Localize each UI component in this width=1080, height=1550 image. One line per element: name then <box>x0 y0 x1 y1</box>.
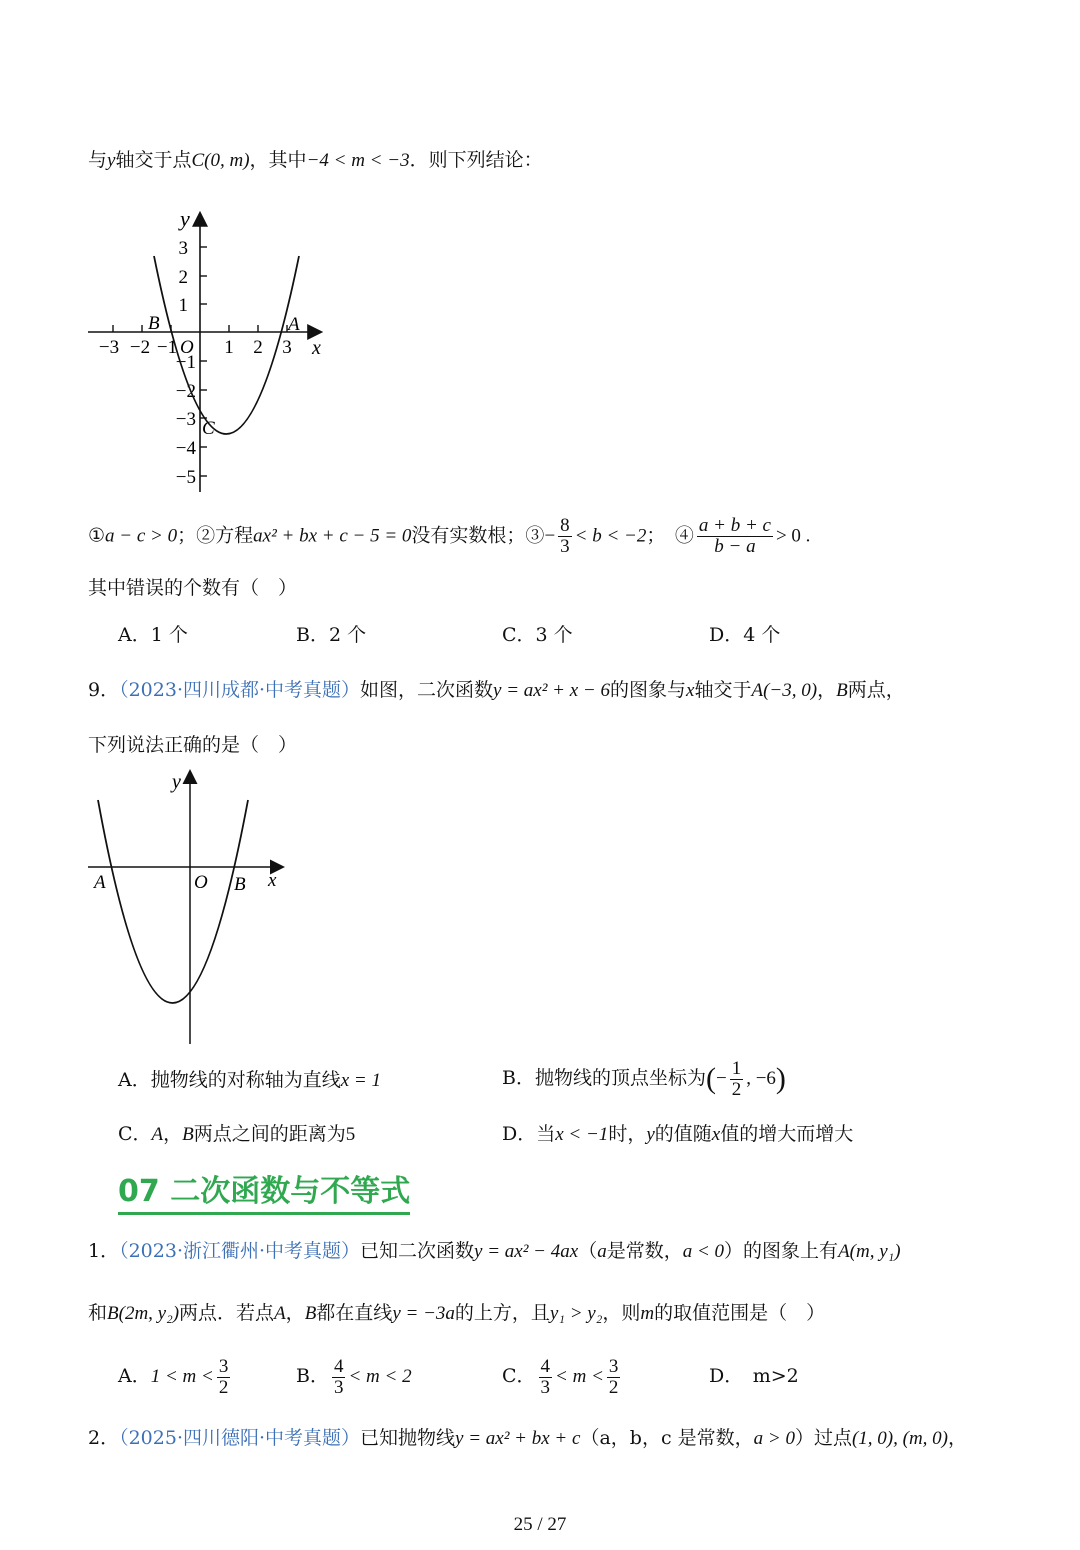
text: （a，b，c 是常数， <box>580 1427 754 1449</box>
math-point: B(2m, y₂) <box>107 1303 180 1324</box>
text: 的取值范围是（ ） <box>654 1302 826 1324</box>
fraction-den: 2 <box>731 1078 742 1100</box>
c4-rest: > 0 . <box>775 525 811 547</box>
fraction-den: 2 <box>608 1376 619 1398</box>
fraction <box>607 1357 621 1398</box>
math: < m < <box>555 1366 604 1387</box>
s7q1-line2 <box>88 1299 825 1328</box>
x-tick: 3 <box>282 337 292 358</box>
text: 没有实数根；③ <box>411 524 545 547</box>
text: ，其中 <box>249 149 307 171</box>
text: ）过点 <box>794 1427 852 1449</box>
fraction-num: a + b + c <box>698 515 771 536</box>
math-B: B <box>304 1303 317 1324</box>
math-B: B <box>182 1124 194 1145</box>
q-number: 1． <box>88 1240 120 1262</box>
q9-line1 <box>88 676 905 705</box>
text: C． <box>118 1123 152 1145</box>
q9-func: y = ax² + x − 6 <box>493 680 611 701</box>
x-tick: 1 <box>224 337 234 358</box>
q8-option-c[interactable]: C．3 个 <box>502 624 573 646</box>
math: a > 0 <box>753 1428 795 1449</box>
page-number: 25 / 27 <box>513 1514 567 1535</box>
c3-minus: − <box>544 525 556 547</box>
text: 时， <box>608 1123 647 1145</box>
label: A． <box>118 1365 151 1387</box>
text: 如图，二次函数 <box>360 679 494 701</box>
text: 值的增大而增大 <box>720 1123 854 1145</box>
math-C: C <box>191 150 205 171</box>
math: 5 <box>345 1124 356 1145</box>
text: ， <box>163 1123 183 1145</box>
q9-option-d[interactable] <box>502 1120 853 1149</box>
s7q1-option-d[interactable]: D． m>2 <box>709 1365 799 1387</box>
text: 两点．若点 <box>179 1302 275 1324</box>
origin-label: O <box>194 872 208 893</box>
s7q1-line1 <box>88 1237 901 1266</box>
label: B． <box>296 1365 329 1387</box>
q9-option-b[interactable] <box>502 1054 786 1103</box>
y-tick: 2 <box>178 267 188 288</box>
math-y: y <box>646 1124 655 1145</box>
fraction <box>730 1059 744 1100</box>
s7q1-option-b[interactable] <box>296 1352 412 1401</box>
math: y = ax² + bx + c <box>455 1428 581 1449</box>
text: （ <box>578 1240 598 1262</box>
q9-pointA: A(−3, 0) <box>751 680 818 701</box>
point-B-label: B <box>148 313 160 334</box>
s7q1-option-c[interactable] <box>502 1352 623 1401</box>
q9-option-c[interactable] <box>118 1120 355 1149</box>
math: < m < 2 <box>348 1366 412 1387</box>
math-x: x <box>686 680 695 701</box>
fraction-den: b − a <box>714 535 756 557</box>
text: ）的图象上有 <box>724 1240 839 1262</box>
math: , −6 <box>746 1068 776 1089</box>
q8-option-d[interactable]: D．4 个 <box>709 624 781 646</box>
math: x = 1 <box>340 1070 381 1091</box>
origin-label: O <box>180 337 194 358</box>
fraction-num: 4 <box>540 1355 551 1377</box>
paren-left: ( <box>705 1062 716 1095</box>
math: 1 < m < <box>150 1366 214 1387</box>
s7q1-option-a[interactable] <box>118 1352 233 1401</box>
point-B-label: B <box>234 874 246 895</box>
x-tick: 2 <box>253 337 263 358</box>
y-tick: −2 <box>175 381 196 402</box>
section-heading: 07 二次函数与不等式 <box>118 1166 410 1215</box>
fraction-num: 3 <box>218 1355 229 1377</box>
math-A: A <box>151 1124 164 1145</box>
q8-option-a[interactable]: A．1 个 <box>118 624 188 646</box>
text: 都在直线 <box>316 1302 393 1324</box>
point-C-label: C <box>202 418 215 439</box>
math: y₁ > y₂ <box>549 1303 603 1324</box>
intro-line <box>88 146 543 175</box>
y-tick: 3 <box>178 238 188 259</box>
x-tick: −2 <box>129 337 151 358</box>
c1-mark: ① <box>88 524 106 547</box>
conclusions-line <box>88 516 810 557</box>
c2-expr: ax² + bx + c − 5 = 0 <box>253 525 412 547</box>
x-axis-label: x <box>312 337 321 359</box>
parabola-graph-1 <box>84 200 344 500</box>
math-m: m <box>640 1303 655 1324</box>
c3-fraction <box>558 516 572 557</box>
fraction-den: 3 <box>560 535 570 557</box>
math-points: (1, 0), (m, 0) <box>851 1428 948 1449</box>
text: D．当 <box>502 1123 556 1145</box>
text: 是常数， <box>606 1240 683 1262</box>
text: ， <box>948 1427 968 1449</box>
x-tick: −1 <box>156 337 178 358</box>
minus: − <box>715 1068 727 1089</box>
text: 和 <box>88 1302 108 1324</box>
math-y: y <box>107 150 116 171</box>
math-A: A <box>274 1303 286 1324</box>
text: 轴交于 <box>694 679 752 701</box>
q-source: （2025·四川德阳·中考真题） <box>119 1427 361 1449</box>
fraction-num: 8 <box>560 515 570 536</box>
y-tick: −3 <box>175 409 196 430</box>
math: x < −1 <box>555 1124 609 1145</box>
math: y = ax² − 4ax <box>474 1241 579 1262</box>
text: 的图象与 <box>610 679 687 701</box>
text: ；②方程 <box>177 524 254 547</box>
fraction-num: 1 <box>731 1057 742 1079</box>
text: 两点， <box>847 679 905 701</box>
label: C． <box>502 1365 536 1387</box>
y-tick: −4 <box>175 438 196 459</box>
paren-right: ) <box>775 1062 786 1095</box>
math-B: B <box>836 680 848 701</box>
x-axis-label: x <box>268 870 277 891</box>
parabola-curve <box>98 800 248 1003</box>
y-tick: −1 <box>175 352 196 373</box>
parabola-graph-2 <box>84 766 294 1050</box>
math-x: x <box>711 1124 721 1145</box>
math-a: a <box>597 1241 607 1262</box>
fraction-num: 4 <box>333 1355 344 1377</box>
q8-option-b[interactable]: B．2 个 <box>296 624 367 646</box>
q9-line2: 下列说法正确的是（ ） <box>88 734 298 756</box>
text: B．抛物线的顶点坐标为 <box>502 1067 706 1089</box>
text: ，则 <box>602 1302 641 1324</box>
y-tick: 1 <box>178 295 188 316</box>
y-axis-label: y <box>172 771 181 793</box>
x-tick: −3 <box>98 337 120 358</box>
fraction-num: 3 <box>608 1355 619 1377</box>
text: 与 <box>88 149 108 171</box>
text: 两点之间的距离为 <box>193 1123 346 1145</box>
fraction-den: 3 <box>540 1376 551 1398</box>
point-A-label: A <box>94 872 106 893</box>
math: y = −3a <box>392 1303 455 1324</box>
fraction <box>539 1357 553 1398</box>
text: ．则下列结论： <box>409 149 543 171</box>
c1-expr: a − c > 0 <box>105 525 178 547</box>
q8-question: 其中错误的个数有（ ） <box>88 577 298 599</box>
c3-rest: < b < −2 <box>574 525 647 547</box>
s7q2-line1 <box>88 1424 967 1453</box>
text: 已知抛物线 <box>360 1427 456 1449</box>
q9-number: 9． <box>88 679 120 701</box>
fraction <box>217 1357 231 1398</box>
text: 的上方，且 <box>454 1302 550 1324</box>
text: ； ④ <box>646 524 694 547</box>
fraction-den: 2 <box>218 1376 229 1398</box>
q-number: 2． <box>88 1427 120 1449</box>
text: 轴交于点 <box>115 149 192 171</box>
c4-fraction <box>697 516 773 557</box>
y-axis-label: y <box>180 206 190 231</box>
q9-source: （2023·四川成都·中考真题） <box>119 679 361 701</box>
math: a < 0 <box>682 1241 725 1262</box>
q-source: （2023·浙江衢州·中考真题） <box>119 1240 361 1262</box>
fraction <box>332 1357 346 1398</box>
fraction-den: 3 <box>333 1376 344 1398</box>
q9-option-a[interactable] <box>118 1066 381 1095</box>
math-point: A(m, y₁) <box>838 1241 901 1262</box>
y-tick: −5 <box>175 467 196 488</box>
text: 已知二次函数 <box>360 1240 475 1262</box>
text: A．抛物线的对称轴为直线 <box>118 1069 341 1091</box>
text: ， <box>817 679 837 701</box>
math-point: (0, m) <box>204 150 250 171</box>
math-cond: −4 < m < −3 <box>306 150 410 171</box>
text: ， <box>285 1302 305 1324</box>
point-A-label: A <box>288 314 300 335</box>
text: 的值随 <box>654 1123 712 1145</box>
